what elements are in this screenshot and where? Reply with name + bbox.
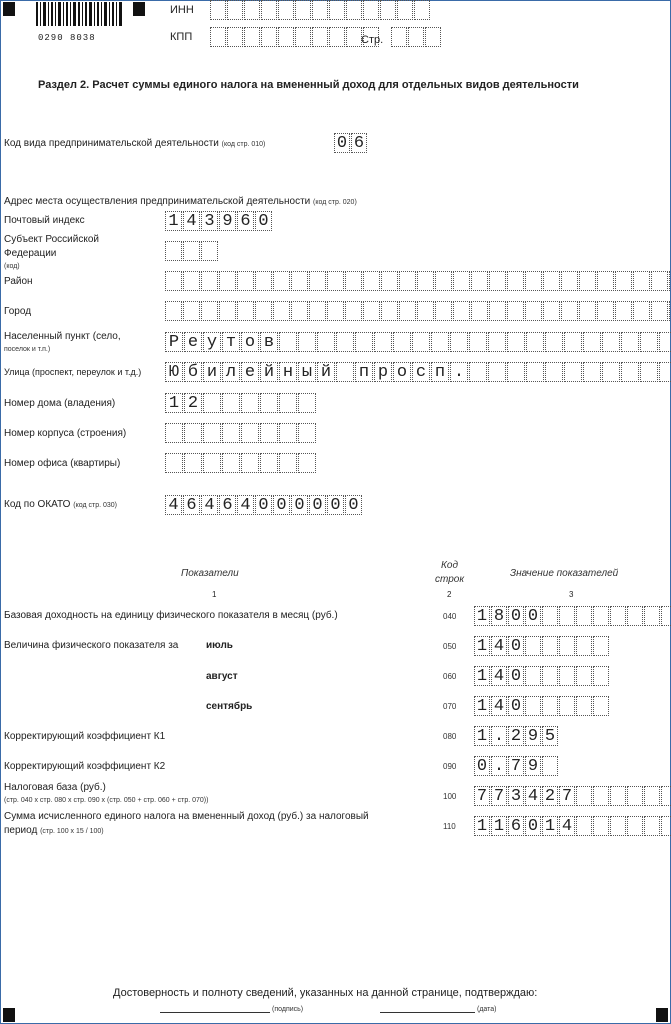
cell: т [222, 332, 240, 352]
row-080-cells[interactable] [474, 726, 559, 746]
cell: п [355, 362, 373, 382]
cell: й [260, 362, 278, 382]
cell: 0 [508, 636, 524, 656]
row-070-code: 070 [443, 702, 457, 711]
col-header-code-2: строк [435, 574, 465, 585]
address-heading-text: Адрес места осуществления предпринимательской деятельности [4, 196, 311, 207]
cell: 4 [183, 211, 200, 231]
house-cells[interactable] [165, 393, 317, 413]
locality-cells[interactable] [165, 332, 671, 352]
cell: 1 [165, 211, 182, 231]
cell: 4 [491, 636, 507, 656]
row-060-cells[interactable] [474, 666, 610, 686]
street-label: Улица (проспект, переулок и т.д.) [4, 367, 142, 377]
office-cells[interactable] [165, 453, 317, 473]
cell: 3 [201, 211, 218, 231]
cell: 6 [508, 816, 524, 836]
cell [336, 362, 354, 382]
inn-cells[interactable] [210, 0, 431, 20]
cell: 6 [237, 211, 254, 231]
row-110-code: 110 [443, 822, 456, 831]
barcode-number: 0290 8038 [38, 33, 96, 43]
cell: 1 [474, 606, 490, 626]
cell: е [241, 362, 259, 382]
cell: е [184, 332, 202, 352]
cell: 1 [474, 816, 490, 836]
col-header-indicators: Показатели [181, 568, 239, 579]
cell: 7 [508, 756, 524, 776]
okato-label-text: Код по ОКАТО [4, 499, 71, 510]
cell: 0 [525, 816, 541, 836]
cell: 7 [474, 786, 490, 806]
row-110-label-2 [4, 825, 104, 836]
cell: 8 [491, 606, 507, 626]
confirm-statement: Достоверность и полноту сведений, указанных на данной странице, подтверждаю: [113, 987, 538, 999]
cell: 6 [351, 133, 367, 153]
corner-marker-right [133, 2, 145, 16]
cell: 0 [255, 211, 272, 231]
cell: 4 [491, 666, 507, 686]
cell: 4 [237, 495, 254, 515]
building-cells[interactable] [165, 423, 317, 443]
house-label: Номер дома (владения) [4, 398, 116, 409]
cell: 2 [508, 726, 524, 746]
cell: с [412, 362, 430, 382]
cell: у [203, 332, 221, 352]
cell: 2 [542, 786, 558, 806]
cell: ы [298, 362, 316, 382]
row-100-label: Налоговая база (руб.) [4, 782, 106, 793]
cell: о [241, 332, 259, 352]
activity-label [4, 138, 265, 149]
cell: 0 [525, 606, 541, 626]
cell: Р [165, 332, 183, 352]
corner-marker-left [3, 2, 15, 16]
cell: 0 [255, 495, 272, 515]
subject-label-3: (код) [4, 263, 20, 270]
date-line[interactable] [380, 1012, 475, 1013]
row-040-code: 040 [443, 612, 457, 621]
signature-line[interactable] [160, 1012, 270, 1013]
cell: . [450, 362, 468, 382]
cell: 6 [183, 495, 200, 515]
cell: 5 [542, 726, 558, 746]
cell: 9 [219, 211, 236, 231]
cell: 2 [184, 393, 202, 413]
row-050-label: Величина физического показателя за [4, 640, 179, 651]
cell: 9 [525, 756, 541, 776]
cell: 0 [273, 495, 290, 515]
row-100-code: 100 [443, 792, 457, 801]
cell: 1 [474, 696, 490, 716]
page-cells[interactable] [391, 27, 442, 47]
page-label: Стр. [361, 34, 384, 46]
signature-caption: (подпись) [272, 1006, 304, 1013]
cell: Ю [165, 362, 183, 382]
inn-label: ИНН [170, 4, 194, 16]
cell: . [491, 756, 507, 776]
corner-marker-bottom-right [656, 1008, 668, 1022]
row-040-label: Базовая доходность на единицу физического показателя в месяц (руб.) [4, 610, 338, 621]
activity-label-text: Код вида предпринимательской деятельности [4, 138, 219, 149]
corner-marker-bottom-left [3, 1008, 15, 1022]
cell: 0 [291, 495, 308, 515]
kpp-cells[interactable] [210, 27, 380, 47]
okato-note: (код стр. 030) [73, 502, 117, 509]
district-cells[interactable] [165, 271, 671, 291]
cell: и [203, 362, 221, 382]
row-050-cells[interactable] [474, 636, 610, 656]
cell: р [374, 362, 392, 382]
subject-label-2: Федерации [4, 248, 57, 259]
cell: 0 [327, 495, 344, 515]
row-040-cells[interactable] [474, 606, 671, 626]
cell: 0 [474, 756, 490, 776]
row-050-month: июль [206, 640, 233, 651]
building-label: Номер корпуса (строения) [4, 428, 127, 439]
subject-label-1: Субъект Российской [4, 234, 99, 245]
cell: 1 [165, 393, 183, 413]
okato-label [4, 499, 117, 510]
cell: в [260, 332, 278, 352]
cell: 6 [219, 495, 236, 515]
postal-cells[interactable] [165, 211, 273, 231]
cell: 0 [508, 666, 524, 686]
street-cells[interactable] [165, 362, 671, 382]
cell: 0 [508, 606, 524, 626]
row-070-month: сентябрь [206, 701, 253, 712]
okato-cells[interactable] [165, 495, 363, 515]
cell: 0 [334, 133, 350, 153]
cell: 3 [508, 786, 524, 806]
row-090-code: 090 [443, 762, 457, 771]
address-heading [4, 196, 357, 207]
row-080-code: 080 [443, 732, 457, 741]
kpp-label: КПП [170, 31, 193, 43]
office-label: Номер офиса (квартиры) [4, 458, 121, 469]
col-header-code-1: Код [441, 560, 458, 571]
district-label: Район [4, 276, 33, 287]
cell: 7 [491, 786, 507, 806]
cell: 4 [559, 816, 575, 836]
row-060-month: август [206, 671, 238, 682]
cell: 1 [474, 666, 490, 686]
cell: 1 [542, 816, 558, 836]
col-header-value: Значение показателей [510, 568, 619, 579]
cell: 4 [525, 786, 541, 806]
activity-cells[interactable] [334, 133, 368, 153]
city-cells[interactable] [165, 301, 671, 321]
cell: 0 [309, 495, 326, 515]
cell: 4 [201, 495, 218, 515]
locality-label-2: поселок и т.п.) [4, 346, 51, 353]
row-070-cells[interactable] [474, 696, 610, 716]
cell: 0 [345, 495, 362, 515]
city-label: Город [4, 306, 32, 317]
subject-cells[interactable] [165, 241, 219, 261]
cell: . [491, 726, 507, 746]
row-060-code: 060 [443, 672, 457, 681]
row-100-cells[interactable] [474, 786, 671, 806]
postal-label: Почтовый индекс [4, 215, 85, 226]
cell: 4 [491, 696, 507, 716]
cell: п [431, 362, 449, 382]
col-number-3: 3 [569, 590, 574, 599]
date-caption: (дата) [477, 1006, 497, 1013]
cell: 7 [559, 786, 575, 806]
row-110-label-2-text: период [4, 825, 38, 836]
cell: 4 [165, 495, 182, 515]
cell: 9 [525, 726, 541, 746]
locality-label-1: Населенный пункт (село, [4, 331, 121, 342]
row-110-formula: (стр. 100 x 15 / 100) [40, 828, 104, 835]
row-080-label: Корректирующий коэффициент К1 [4, 731, 166, 742]
col-number-1: 1 [212, 590, 217, 599]
section-title: Раздел 2. Расчет суммы единого налога на вмененный доход для отдельных видов деятельности [38, 79, 579, 91]
cell: л [222, 362, 240, 382]
cell: й [317, 362, 335, 382]
cell: 0 [508, 696, 524, 716]
activity-note: (код стр. 010) [221, 141, 266, 148]
address-heading-note: (код стр. 020) [313, 199, 357, 206]
cell: 1 [474, 636, 490, 656]
cell: о [393, 362, 411, 382]
row-110-label: Сумма исчисленного единого налога на вмененный доход (руб.) за налоговый [4, 811, 369, 822]
row-090-cells[interactable] [474, 756, 559, 776]
row-090-label: Корректирующий коэффициент К2 [4, 761, 166, 772]
cell: 1 [474, 726, 490, 746]
cell: н [279, 362, 297, 382]
row-100-formula: (стр. 040 x стр. 080 x стр. 090 x (стр. 050 + стр. 060 + стр. 070)) [4, 797, 209, 804]
row-050-code: 050 [443, 642, 457, 651]
cell: б [184, 362, 202, 382]
col-number-2: 2 [447, 590, 452, 599]
cell: 1 [491, 816, 507, 836]
row-110-cells[interactable] [474, 816, 671, 836]
barcode-graphic [36, 0, 124, 32]
